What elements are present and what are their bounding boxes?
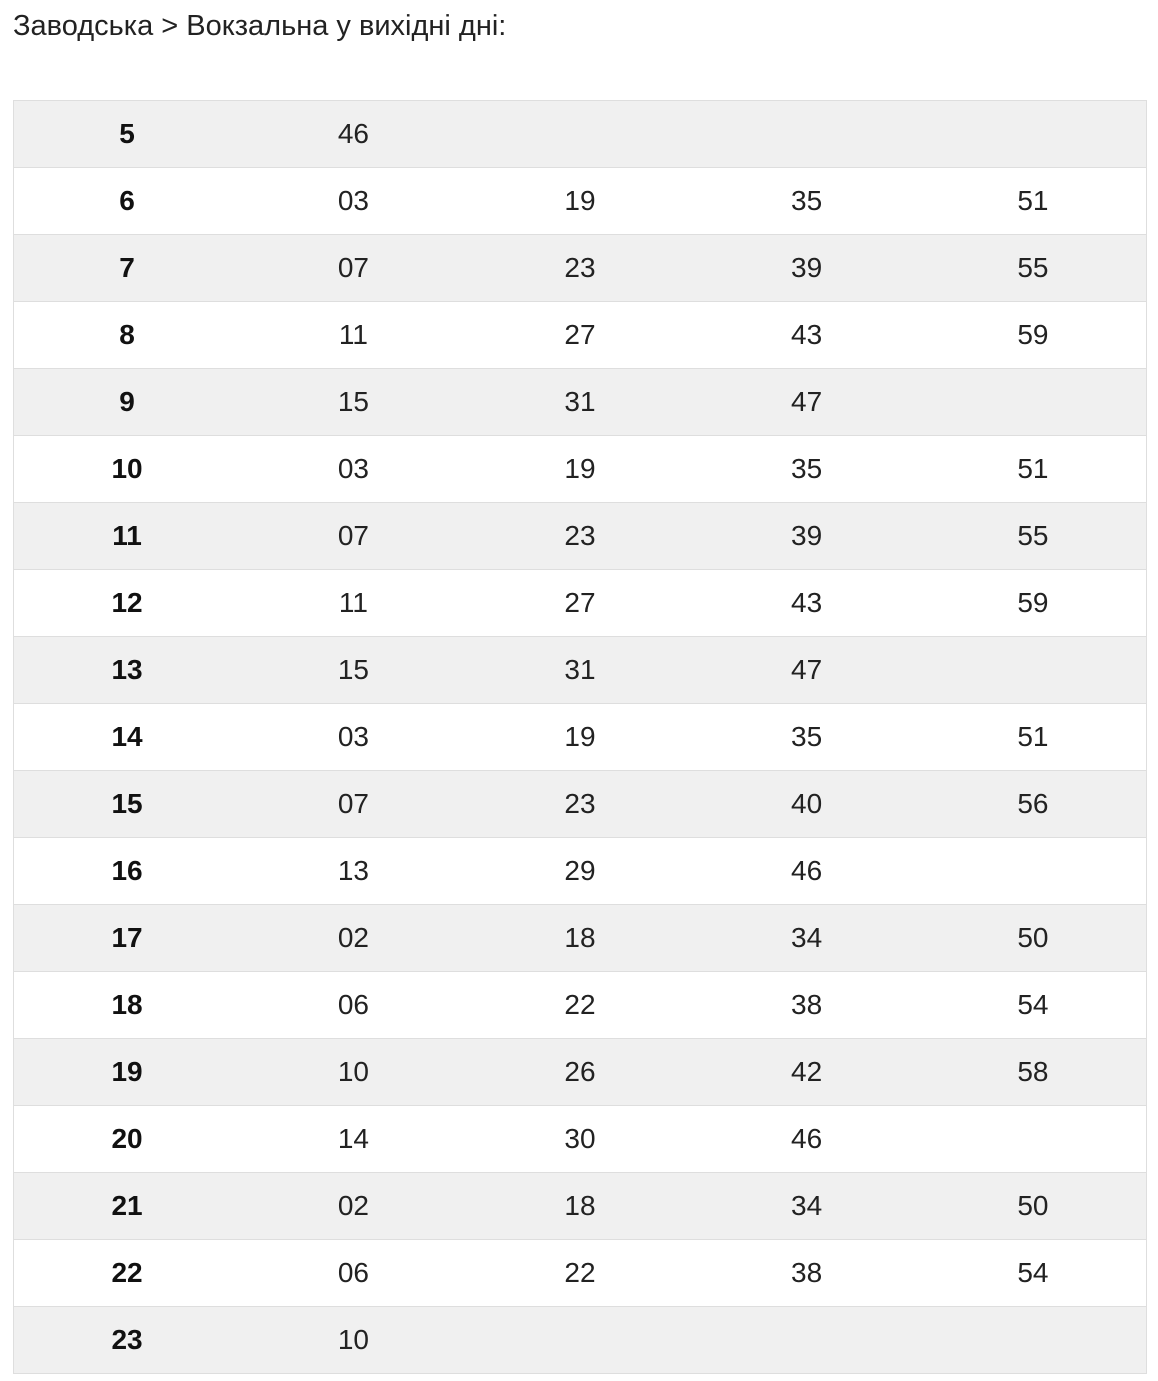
table-row xyxy=(14,369,1147,436)
schedule-table xyxy=(13,100,1147,1374)
minute-cell: 15 xyxy=(240,369,467,436)
minute-cell: 46 xyxy=(240,101,467,168)
minute-cell: 46 xyxy=(693,1106,920,1173)
hour-cell: 7 xyxy=(14,235,241,302)
minute-cell: 54 xyxy=(920,972,1147,1039)
table-row xyxy=(14,972,1147,1039)
minute-cell: 40 xyxy=(693,771,920,838)
table-row xyxy=(14,838,1147,905)
minute-cell: 56 xyxy=(920,771,1147,838)
hour-cell: 10 xyxy=(14,436,241,503)
minute-cell: 55 xyxy=(920,235,1147,302)
minute-cell: 27 xyxy=(467,570,694,637)
minute-cell: 59 xyxy=(920,570,1147,637)
minute-cell xyxy=(920,101,1147,168)
table-row xyxy=(14,235,1147,302)
minute-cell: 03 xyxy=(240,704,467,771)
minute-cell: 51 xyxy=(920,704,1147,771)
minute-cell: 38 xyxy=(693,1240,920,1307)
minute-cell: 39 xyxy=(693,503,920,570)
minute-cell: 10 xyxy=(240,1039,467,1106)
hour-cell: 12 xyxy=(14,570,241,637)
hour-cell: 23 xyxy=(14,1307,241,1374)
hour-cell: 5 xyxy=(14,101,241,168)
minute-cell: 19 xyxy=(467,168,694,235)
minute-cell: 07 xyxy=(240,771,467,838)
minute-cell: 13 xyxy=(240,838,467,905)
hour-cell: 6 xyxy=(14,168,241,235)
minute-cell: 43 xyxy=(693,302,920,369)
hour-cell: 9 xyxy=(14,369,241,436)
hour-cell: 8 xyxy=(14,302,241,369)
minute-cell: 07 xyxy=(240,503,467,570)
minute-cell: 43 xyxy=(693,570,920,637)
minute-cell: 19 xyxy=(467,704,694,771)
minute-cell: 14 xyxy=(240,1106,467,1173)
minute-cell: 03 xyxy=(240,436,467,503)
minute-cell xyxy=(467,1307,694,1374)
table-row xyxy=(14,905,1147,972)
minute-cell: 26 xyxy=(467,1039,694,1106)
hour-cell: 11 xyxy=(14,503,241,570)
table-row xyxy=(14,771,1147,838)
hour-cell: 20 xyxy=(14,1106,241,1173)
table-row xyxy=(14,1240,1147,1307)
minute-cell: 31 xyxy=(467,637,694,704)
minute-cell: 11 xyxy=(240,570,467,637)
minute-cell xyxy=(467,101,694,168)
minute-cell: 35 xyxy=(693,436,920,503)
minute-cell: 59 xyxy=(920,302,1147,369)
hour-cell: 21 xyxy=(14,1173,241,1240)
minute-cell: 47 xyxy=(693,369,920,436)
minute-cell: 19 xyxy=(467,436,694,503)
minute-cell: 15 xyxy=(240,637,467,704)
table-row xyxy=(14,704,1147,771)
minute-cell xyxy=(920,1106,1147,1173)
minute-cell: 51 xyxy=(920,436,1147,503)
minute-cell: 35 xyxy=(693,168,920,235)
minute-cell xyxy=(693,101,920,168)
table-row xyxy=(14,1039,1147,1106)
minute-cell: 06 xyxy=(240,1240,467,1307)
minute-cell: 38 xyxy=(693,972,920,1039)
hour-cell: 18 xyxy=(14,972,241,1039)
table-row xyxy=(14,1106,1147,1173)
minute-cell: 07 xyxy=(240,235,467,302)
table-row xyxy=(14,101,1147,168)
minute-cell: 18 xyxy=(467,1173,694,1240)
minute-cell: 34 xyxy=(693,1173,920,1240)
minute-cell: 34 xyxy=(693,905,920,972)
minute-cell: 30 xyxy=(467,1106,694,1173)
minute-cell xyxy=(920,637,1147,704)
minute-cell: 22 xyxy=(467,972,694,1039)
minute-cell: 23 xyxy=(467,503,694,570)
minute-cell: 18 xyxy=(467,905,694,972)
minute-cell: 31 xyxy=(467,369,694,436)
minute-cell: 50 xyxy=(920,1173,1147,1240)
hour-cell: 22 xyxy=(14,1240,241,1307)
minute-cell: 22 xyxy=(467,1240,694,1307)
table-row xyxy=(14,570,1147,637)
table-row xyxy=(14,436,1147,503)
minute-cell: 39 xyxy=(693,235,920,302)
minute-cell: 02 xyxy=(240,1173,467,1240)
table-row xyxy=(14,1307,1147,1374)
minute-cell xyxy=(920,838,1147,905)
minute-cell: 06 xyxy=(240,972,467,1039)
minute-cell xyxy=(693,1307,920,1374)
minute-cell: 51 xyxy=(920,168,1147,235)
minute-cell xyxy=(920,369,1147,436)
table-row xyxy=(14,302,1147,369)
table-row xyxy=(14,503,1147,570)
minute-cell: 35 xyxy=(693,704,920,771)
minute-cell: 42 xyxy=(693,1039,920,1106)
minute-cell: 46 xyxy=(693,838,920,905)
table-row xyxy=(14,637,1147,704)
minute-cell: 23 xyxy=(467,235,694,302)
minute-cell: 55 xyxy=(920,503,1147,570)
minute-cell: 29 xyxy=(467,838,694,905)
hour-cell: 16 xyxy=(14,838,241,905)
minute-cell: 03 xyxy=(240,168,467,235)
table-row xyxy=(14,1173,1147,1240)
table-row xyxy=(14,168,1147,235)
minute-cell: 47 xyxy=(693,637,920,704)
hour-cell: 15 xyxy=(14,771,241,838)
hour-cell: 17 xyxy=(14,905,241,972)
minute-cell: 23 xyxy=(467,771,694,838)
schedule-table-body xyxy=(14,101,1147,1374)
minute-cell: 27 xyxy=(467,302,694,369)
minute-cell: 11 xyxy=(240,302,467,369)
hour-cell: 14 xyxy=(14,704,241,771)
hour-cell: 19 xyxy=(14,1039,241,1106)
hour-cell: 13 xyxy=(14,637,241,704)
minute-cell: 02 xyxy=(240,905,467,972)
minute-cell: 50 xyxy=(920,905,1147,972)
minute-cell: 54 xyxy=(920,1240,1147,1307)
minute-cell: 58 xyxy=(920,1039,1147,1106)
minute-cell xyxy=(920,1307,1147,1374)
minute-cell: 10 xyxy=(240,1307,467,1374)
page-heading: Заводська > Вокзальна у вихідні дні: xyxy=(13,10,507,42)
